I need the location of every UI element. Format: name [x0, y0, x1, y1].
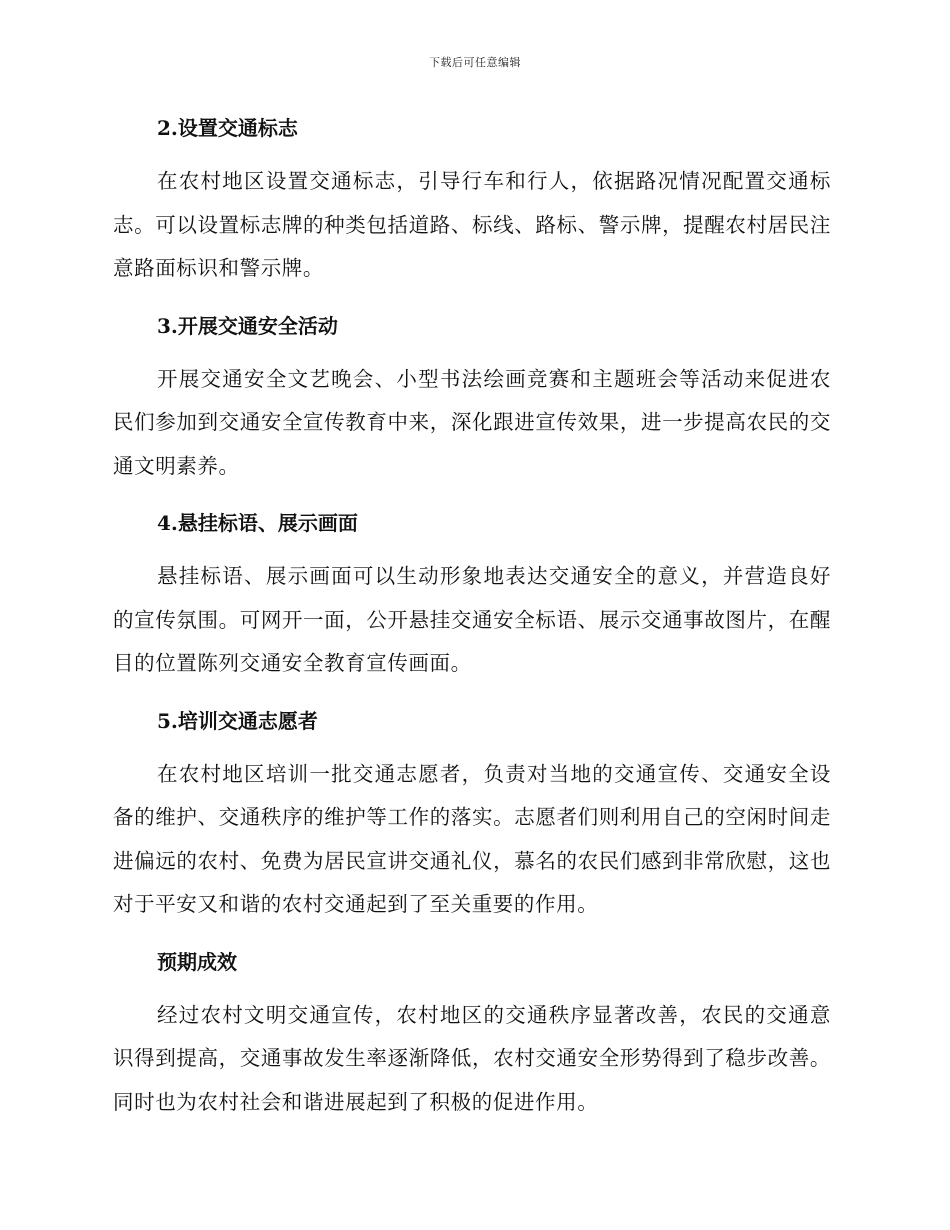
section-traffic-signs [113, 108, 831, 291]
section-heading: 预期成效 [157, 949, 237, 974]
page-header-note: 下载后可任意编辑 [429, 56, 521, 69]
section-paragraph: 经过农村文明交通宣传，农村地区的交通秩序显著改善，农民的交通意识得到提高，交通事故发生率逐渐降低，农村交通安全形势得到了稳步改善。同时也为农村社会和谐进展起到了积极的促进作用。 [113, 1002, 831, 1114]
section-paragraph: 悬挂标语、展示画面可以生动形象地表达交通安全的意义，并营造良好的宣传氛围。可网开一面，公开悬挂交通安全标语、展示交通事故图片，在醒目的位置陈列交通安全教育宣传画面。 [113, 564, 831, 675]
section-expected-results [113, 942, 831, 1125]
section-heading: 4.悬挂标语、展示画面 [157, 511, 358, 535]
section-safety-activities [113, 306, 831, 489]
section-paragraph: 开展交通安全文艺晚会、小型书法绘画竞赛和主题班会等活动来促进农民们参加到交通安全宣传教育中来，深化跟进宣传效果，进一步提高农民的交通文明素养。 [113, 366, 831, 478]
section-heading: 2.设置交通标志 [157, 116, 298, 140]
section-volunteers [113, 701, 831, 927]
section-slogans [113, 503, 831, 686]
document-body [113, 108, 831, 1139]
section-paragraph: 在农村地区培训一批交通志愿者，负责对当地的交通宣传、交通安全设备的维护、交通秩序的维护等工作的落实。志愿者们则利用自己的空闲时间走进偏远的农村、免费为居民宣讲交通礼仪，慕名的农民们感到非常欣慰，这也对于平安又和谐的农村交通起到了至关重要的作用。 [113, 761, 831, 916]
section-heading: 3.开展交通安全活动 [157, 313, 338, 338]
section-heading: 5.培训交通志愿者 [157, 708, 318, 733]
section-paragraph: 在农村地区设置交通标志，引导行车和行人，依据路况情况配置交通标志。可以设置标志牌的种类包括道路、标线、路标、警示牌，提醒农村居民注意路面标识和警示牌。 [113, 169, 831, 280]
